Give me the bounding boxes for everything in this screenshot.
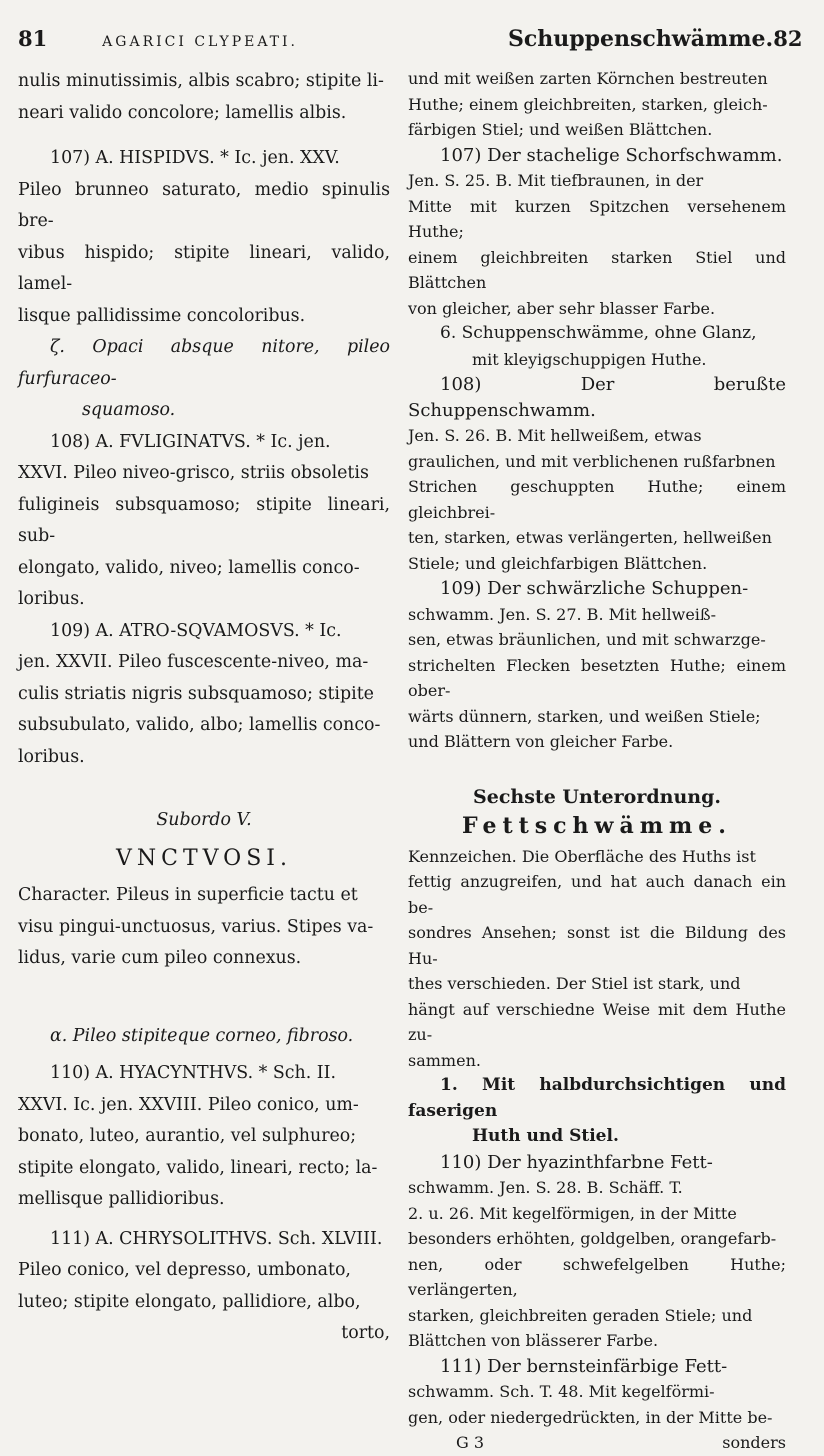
text-line: vibus hispido; stipite lineari, valido, lamel- (18, 242, 390, 294)
text-line: 2. u. 26. Mit kegelförmigen, in der Mitte (408, 1203, 737, 1223)
left-body (18, 66, 390, 1350)
right-header (408, 26, 803, 66)
entry-107-head: 107) A. HISPIDVS. * Ic. jen. XXV. (50, 148, 340, 168)
text-line: und mit weißen zarten Körnchen bestreuten (408, 69, 768, 88)
text-line: hängt auf verschiedne Weise mit dem Huthe zu- (408, 999, 786, 1044)
text-line: jen. XXVII. Pileo fuscescente-niveo, ma- (18, 652, 369, 672)
text-line: strichelten Flecken besetzten Huthe; einem ober- (408, 655, 786, 700)
text-line: Huthe; einem gleichbreiten, starken, gleich- (408, 94, 768, 114)
left-page (18, 26, 390, 1350)
text-line: subsubulato, valido, albo; lamellis conco- (18, 715, 381, 735)
text-line: loribus. (18, 589, 85, 609)
text-line: lisque pallidissime concoloribus. (18, 305, 306, 326)
entry-109-head: 109) Der schwärzliche Schuppen- (440, 578, 749, 599)
text-line: luteo; stipite elongato, pallidiore, albo, (18, 1291, 361, 1312)
group-zeta: ζ. Opaci absque nitore, pileo furfuraceo- (18, 337, 390, 389)
entry-108-head: 108) Der berußte Schuppenschwamm. (408, 374, 786, 421)
text-line: Stiele; und gleichfarbigen Blättchen. (408, 553, 708, 573)
text-line: Pileo conico, vel depresso, umbonato, (18, 1260, 351, 1280)
text-line: besonders erhöhten, goldgelben, orangefarb- (408, 1229, 777, 1248)
text-line: thes verschieden. Der Stiel ist stark, und (408, 974, 741, 993)
text-line: bonato, luteo, aurantio, vel sulphureo; (18, 1126, 357, 1146)
section-title: VNCTVOSI. (116, 845, 292, 871)
right-page (408, 26, 803, 1456)
text-line: XXVI. Pileo niveo-grisco, striis obsoletis (18, 463, 369, 483)
text-line: neari valido concolore; lamellis albis. (18, 102, 347, 123)
group-1-heading: 1. Mit halbdurchsichtigen und faserigen (408, 1075, 786, 1121)
text-line: sondres Ansehen; sonst ist die Bildung des Hu- (408, 923, 786, 968)
text-line: färbigen Stiel; und weißen Blättchen. (408, 120, 713, 139)
text-line: nen, oder schwefelgelben Huthe; verlängerten, (408, 1254, 786, 1299)
kennzeichen-line: Kennzeichen. Die Oberfläche des Huths ist (408, 846, 756, 866)
text-line: loribus. (18, 746, 85, 767)
text-line: schwamm. Jen. S. 28. B. Schäff. T. (408, 1178, 683, 1197)
text-line: von gleicher, aber sehr blasser Farbe. (408, 298, 716, 318)
left-running-head: AGARICI CLYPEATI. (102, 34, 298, 50)
text-line: squamoso. (82, 400, 176, 420)
text-line: und Blättern von gleicher Farbe. (408, 732, 674, 751)
character-line: lidus, varie cum pileo connexus. (18, 948, 302, 968)
character-line: Character. Pileus in superficie tactu et (18, 885, 358, 905)
text-line: starken, gleichbreiten geraden Stiele; und (408, 1305, 753, 1325)
text-line: ten, starken, etwas verlängerten, hellweißen (408, 528, 772, 547)
entry-111-head: 111) A. CHRYSOLITHVS. Sch. XLVIII. (50, 1228, 383, 1249)
text-line: einem gleichbreiten starken Stiel und Blättchen (408, 247, 786, 292)
entry-107-head: 107) Der stachelige Schorfschwamm. (440, 144, 783, 166)
text-line: stipite elongato, valido, lineari, recto; la- (18, 1157, 378, 1178)
left-header (18, 26, 390, 66)
text-line: mellisque pallidioribus. (18, 1189, 225, 1209)
page-footer (408, 1430, 786, 1456)
character-line: visu pingui-unctuosus, varius. Stipes va- (18, 916, 374, 937)
entry-111-head: 111) Der bernsteinfärbige Fett- (440, 1355, 728, 1377)
text-line: Huth und Stiel. (472, 1126, 619, 1146)
text-line: XXVI. Ic. jen. XXVIII. Pileo conico, um- (18, 1094, 359, 1115)
text-line: Jen. S. 26. B. Mit hellweißem, etwas (408, 426, 702, 445)
text-line: nulis minutissimis, albis scabro; stipite li- (18, 71, 384, 91)
text-line: sammen. (408, 1050, 481, 1070)
text-line: gen, oder niedergedrückten, in der Mitte be- (408, 1407, 773, 1427)
entry-110-head: 110) A. HYACYNTHVS. * Sch. II. (50, 1063, 337, 1083)
group-6-heading: 6. Schuppenschwämme, ohne Glanz, (440, 323, 757, 343)
text-line: graulichen, und mit verblichenen rußfarbnen (408, 451, 776, 471)
text-line: schwamm. Sch. T. 48. Mit kegelförmi- (408, 1382, 715, 1401)
text-line: schwamm. Jen. S. 27. B. Mit hellweiß- (408, 604, 717, 624)
right-body (408, 66, 786, 1456)
text-line: sen, etwas bräunlichen, und mit schwarzge- (408, 630, 766, 649)
catchword: sonders (722, 1433, 786, 1452)
entry-109-head: 109) A. ATRO-SQVAMOSVS. * Ic. (50, 620, 342, 641)
alpha-heading: α. Pileo stipiteque corneo, fibroso. (50, 1025, 354, 1046)
catchword: torto, (341, 1323, 390, 1343)
left-page-number: 81 (18, 26, 48, 51)
text-line: Pileo brunneo saturato, medio spinulis bre- (18, 179, 390, 231)
text-line: fettig anzugreifen, und hat auch danach ein be- (408, 872, 786, 917)
text-line: wärts dünnern, starken, und weißen Stiele; (408, 706, 761, 726)
right-page-number: 82 (773, 26, 803, 51)
fettschwamme-title: Fettschwämme. (462, 813, 732, 839)
text-line: fuligineis subsquamoso; stipite lineari, sub- (18, 494, 390, 546)
subordo-label: Subordo V. (156, 810, 252, 830)
text-line: Jen. S. 25. B. Mit tiefbraunen, in der (408, 171, 704, 190)
entry-110-head: 110) Der hyazinthfarbne Fett- (440, 1151, 713, 1173)
text-line: mit kleyigschuppigen Huthe. (472, 349, 707, 369)
signature-mark: G 3 (456, 1433, 485, 1452)
text-line: Strichen geschuppten Huthe; einem gleichbrei- (408, 477, 786, 522)
text-line: Mitte mit kurzen Spitzchen versehenem Huthe; (408, 196, 786, 241)
sechste-unterordnung: Sechste Unterordnung. (473, 785, 721, 808)
text-line: Blättchen von blässerer Farbe. (408, 1331, 659, 1350)
text-line: elongato, valido, niveo; lamellis conco- (18, 557, 360, 578)
entry-108-head: 108) A. FVLIGINATVS. * Ic. jen. (50, 431, 331, 452)
right-running-head: Schuppenschwämme. (508, 26, 774, 52)
text-line: culis striatis nigris subsquamoso; stipite (18, 683, 374, 704)
